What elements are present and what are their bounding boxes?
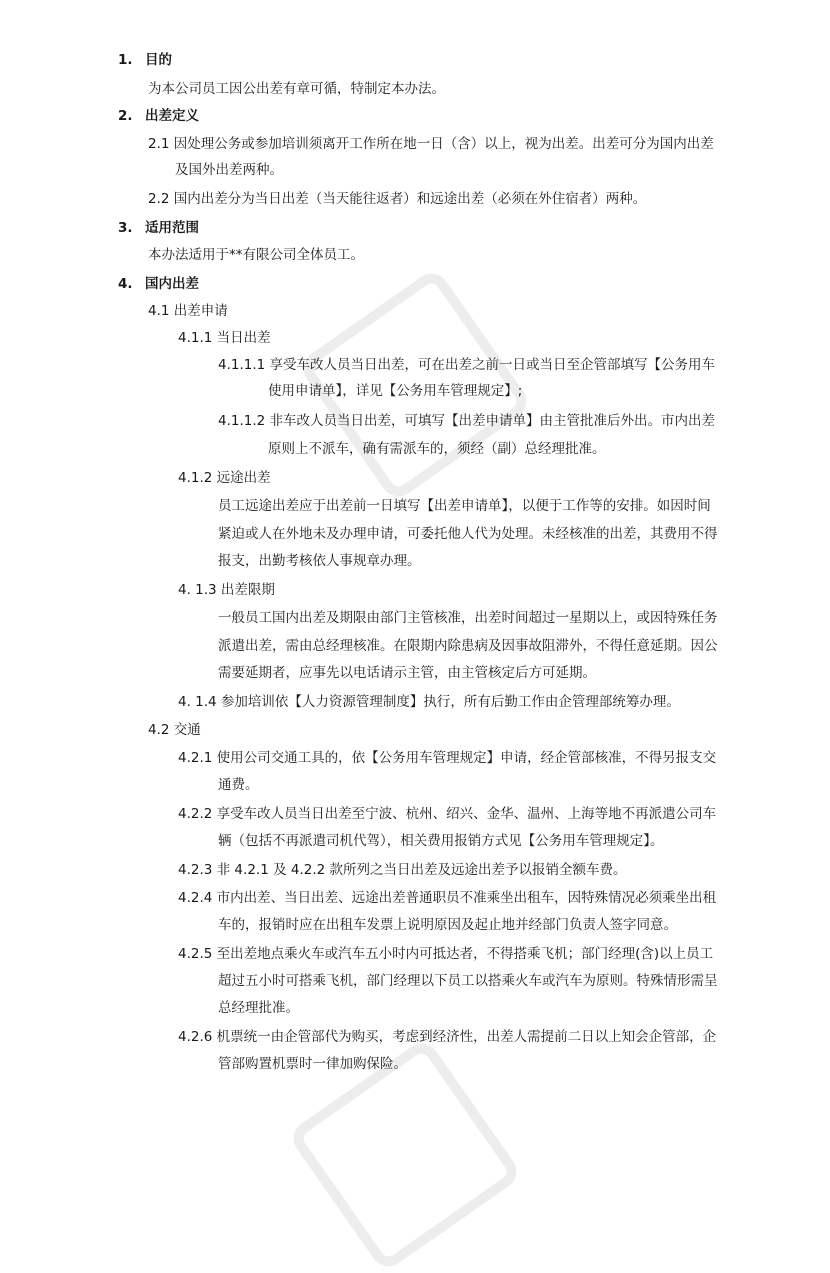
paragraph: 4. 1.4 参加培训依【人力资源管理制度】执行，所有后勤工作由企管理部统筹办理。 [178, 694, 680, 710]
subheading: 4.1.1 当日出差 [178, 330, 271, 346]
paragraph: 车的，报销时应在出租车发票上说明原因及起止地并经部门负责人签字同意。 [218, 917, 677, 933]
section-3-heading [118, 218, 199, 238]
paragraph: 为本公司员工因公出差有章可循，特制定本办法。 [148, 81, 445, 97]
paragraph: 通费。 [218, 777, 259, 793]
paragraph: 4.2.1 使用公司交通工具的，依【公务用车管理规定】申请，经企管部核准，不得另报支交 [178, 750, 717, 766]
subheading: 4. 1.3 出差限期 [178, 582, 275, 598]
paragraph: 紧迫或人在外地未及办理申请，可委托他人代为处理。未经核准的出差，其费用不得 [218, 526, 718, 542]
paragraph: 原则上不派车，确有需派车的，须经（副）总经理批准。 [268, 441, 606, 457]
paragraph: 4.1.1.2 非车改人员当日出差，可填写【出差申请单】由主管批准后外出。市内出差 [218, 413, 716, 429]
subheading: 4.2 交通 [148, 722, 201, 738]
paragraph: 管部购置机票时一律加购保险。 [218, 1056, 407, 1072]
section-1-heading [118, 50, 172, 70]
section-number: 1. [118, 52, 133, 68]
paragraph: 派遣出差，需由总经理核准。在限期内除患病及因事故阻滞外，不得任意延期。因公 [218, 638, 718, 654]
section-title: 目的 [145, 52, 172, 68]
subheading: 4.1.2 远途出差 [178, 470, 271, 486]
paragraph: 4.2.5 至出差地点乘火车或汽车五小时内可抵达者，不得搭乘飞机；部门经理(含)以上员工 [178, 946, 714, 962]
paragraph: 员工远途出差应于出差前一日填写【出差申请单】，以便于工作等的安排。如因时间 [218, 498, 711, 514]
section-4-heading [118, 274, 199, 294]
section-number: 4. [118, 276, 133, 292]
paragraph: 及国外出差两种。 [175, 162, 283, 178]
paragraph: 4.2.2 享受车改人员当日出差至宁波、杭州、绍兴、金华、温州、上海等地不再派遣公司车 [178, 806, 717, 822]
paragraph: 4.1.1.1 享受车改人员当日出差，可在出差之前一日或当日至企管部填写【公务用车 [218, 357, 716, 373]
section-title: 国内出差 [145, 276, 199, 292]
paragraph: 辆（包括不再派遣司机代驾），相关费用报销方式见【公务用车管理规定】。 [218, 833, 664, 849]
section-title: 出差定义 [145, 108, 199, 124]
paragraph: 报支，出勤考核依人事规章办理。 [218, 553, 421, 569]
section-title: 适用范围 [145, 220, 199, 236]
section-2-heading [118, 106, 199, 126]
paragraph: 总经理批准。 [218, 1000, 299, 1016]
paragraph: 4.2.6 机票统一由企管部代为购买，考虑到经济性，出差人需提前二日以上知会企管部，企 [178, 1029, 717, 1045]
section-number: 3. [118, 220, 133, 236]
paragraph: 一般员工国内出差及期限由部门主管核准，出差时间超过一星期以上，或因特殊任务 [218, 610, 718, 626]
paragraph: 使用申请单】，详见【公务用车管理规定】; [268, 383, 523, 399]
paragraph: 超过五小时可搭乘飞机，部门经理以下员工以搭乘火车或汽车为原则。特殊情形需呈 [218, 973, 718, 989]
section-number: 2. [118, 108, 133, 124]
subheading: 4.1 出差申请 [148, 303, 228, 319]
paragraph: 2.2 国内出差分为当日出差（当天能往返者）和远途出差（必须在外住宿者）两种。 [148, 191, 647, 207]
paragraph: 4.2.4 市内出差、当日出差、远途出差普通职员不准乘坐出租车，因特殊情况必须乘坐出租 [178, 890, 717, 906]
paragraph: 需要延期者，应事先以电话请示主管，由主管核定后方可延期。 [218, 665, 596, 681]
paragraph: 本办法适用于**有限公司全体员工。 [148, 247, 364, 263]
paragraph: 4.2.3 非 4.2.1 及 4.2.2 款所列之当日出差及远途出差予以报销全额车费。 [178, 862, 627, 878]
paragraph: 2.1 因处理公务或参加培训须离开工作所在地一日（含）以上，视为出差。出差可分为国内出差 [148, 136, 714, 152]
